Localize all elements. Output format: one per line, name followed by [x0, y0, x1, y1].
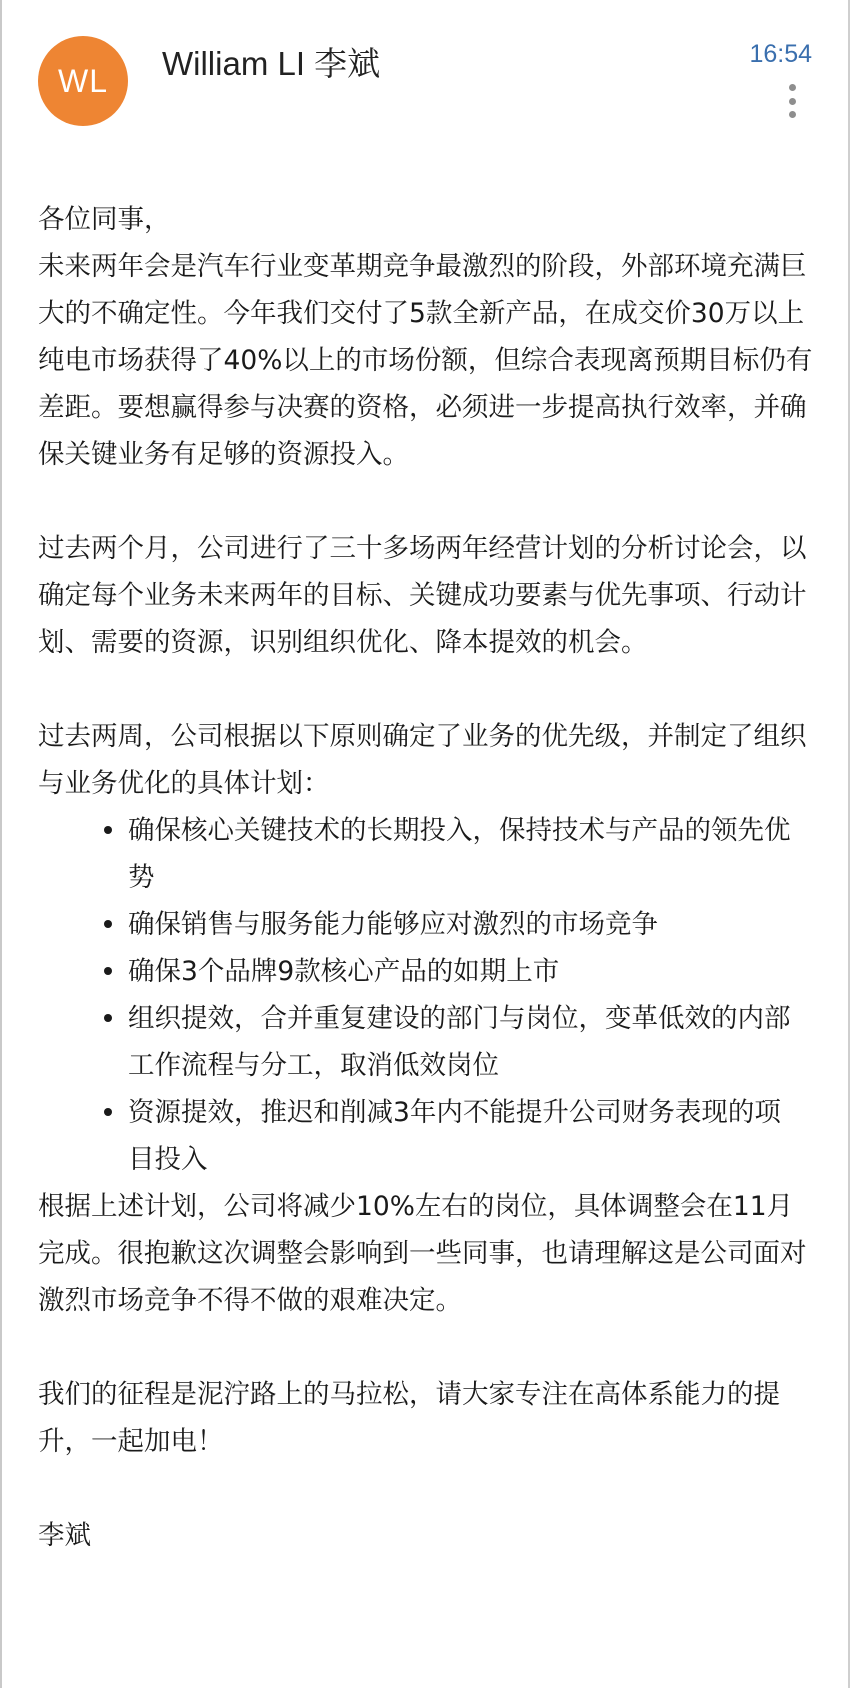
- dot-icon: [789, 84, 796, 91]
- list-item: 确保核心关键技术的长期投入，保持技术与产品的领先优势: [38, 807, 818, 901]
- greeting: 各位同事，: [38, 204, 171, 235]
- signature: 李斌: [38, 1520, 91, 1551]
- paragraph-1: 未来两年会是汽车行业变革期竞争最激烈的阶段，外部环境充满巨大的不确定性。今年我们交付了5款全新产品，在成交价30万以上纯电市场获得了40%以上的市场份额，但综合表现离预期目标仍有差距。要想赢得参与决赛的资格，必须进一步提高执行效率，并确保关键业务有足够的资源投入。: [38, 251, 813, 470]
- paragraph-4: 根据上述计划，公司将减少10%左右的岗位，具体调整会在11月完成。很抱歉这次调整会影响到一些同事，也请理解这是公司面对激烈市场竞争不得不做的艰难决定。: [38, 1191, 807, 1316]
- paragraph-3: 过去两周，公司根据以下原则确定了业务的优先级，并制定了组织与业务优化的具体计划：: [38, 721, 807, 799]
- list-item: 确保销售与服务能力能够应对激烈的市场竞争: [38, 901, 818, 948]
- spacer: [38, 478, 818, 525]
- spacer: [38, 1324, 818, 1371]
- email-header: [2, 0, 848, 140]
- list-item: 确保3个品牌9款核心产品的如期上市: [38, 948, 818, 995]
- sender-name[interactable]: William LI 李斌: [162, 45, 381, 82]
- email-body: [38, 196, 818, 1559]
- more-options-icon[interactable]: [788, 84, 796, 118]
- list-item: 组织提效，合并重复建设的部门与岗位，变革低效的内部工作流程与分工，取消低效岗位: [38, 995, 818, 1089]
- timestamp: 16:54: [749, 40, 812, 68]
- spacer: [38, 666, 818, 713]
- paragraph-2: 过去两个月，公司进行了三十多场两年经营计划的分析讨论会，以确定每个业务未来两年的目标、关键成功要素与优先事项、行动计划、需要的资源，识别组织优化、降本提效的机会。: [38, 533, 807, 658]
- blurred-region: [657, 1440, 777, 1530]
- avatar-initials: WL: [58, 62, 108, 99]
- dot-icon: [789, 98, 796, 105]
- paragraph-5: 我们的征程是泥泞路上的马拉松，请大家专注在高体系能力的提升，一起加电！: [38, 1379, 780, 1457]
- avatar[interactable]: [38, 36, 128, 126]
- list-item: 资源提效，推迟和削减3年内不能提升公司财务表现的项目投入: [38, 1089, 818, 1183]
- dot-icon: [789, 111, 796, 118]
- principles-list: [38, 807, 818, 1183]
